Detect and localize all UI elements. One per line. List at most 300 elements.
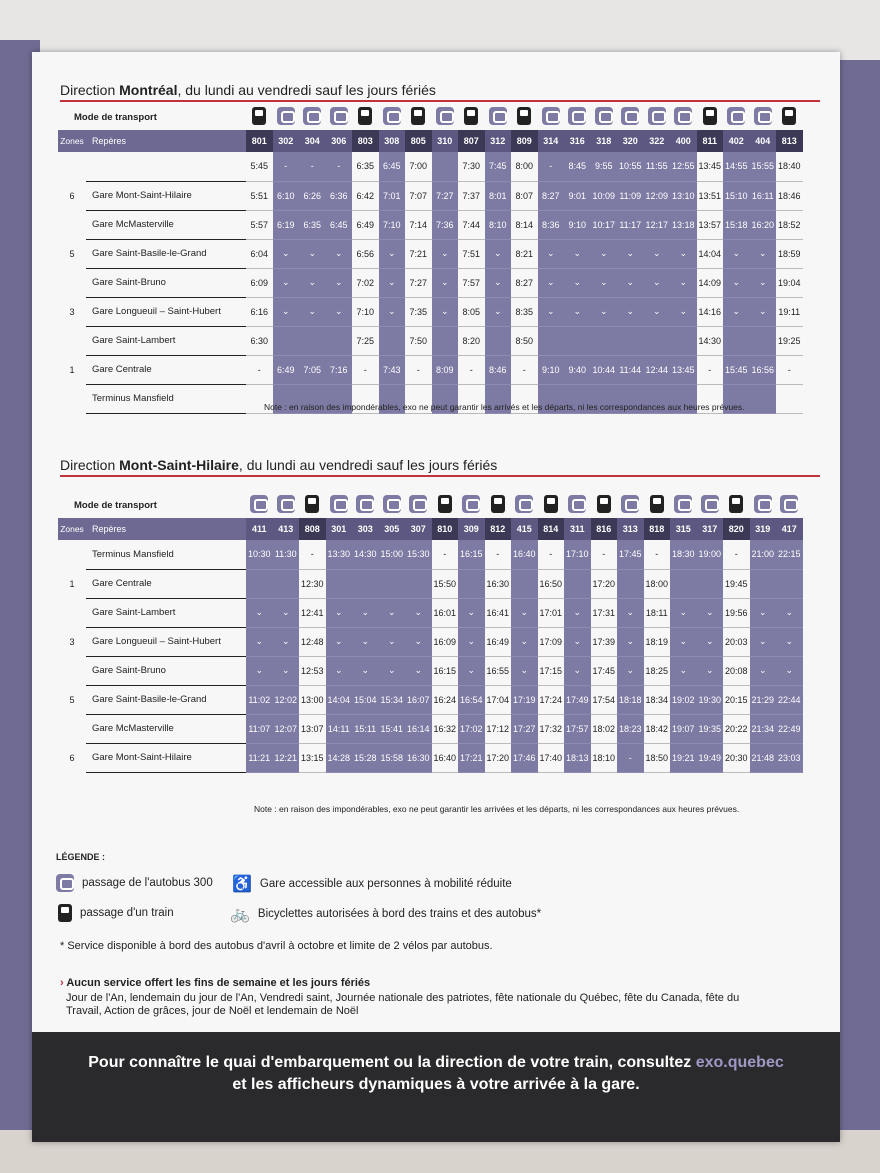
- time-cell: ⌄: [697, 627, 724, 656]
- time-cell: [776, 569, 803, 598]
- time-cell: ⌄: [670, 656, 697, 685]
- column-number: 404: [750, 130, 777, 152]
- mode-cell: [273, 492, 300, 518]
- time-cell: 19:35: [697, 714, 724, 743]
- time-cell: 12:30: [299, 569, 326, 598]
- time-cell: 7:50: [405, 326, 432, 355]
- time-cell: [511, 569, 538, 598]
- time-cell: ⌄: [670, 598, 697, 627]
- table2-title: Direction Mont-Saint-Hilaire, du lundi au vendredi sauf les jours fériés: [60, 457, 820, 477]
- column-number: 813: [776, 130, 803, 152]
- time-cell: [617, 326, 644, 355]
- time-cell: 19:07: [670, 714, 697, 743]
- legend-bike: 🚲 Bicyclettes autorisées à bord des trains et des autobus*: [230, 906, 542, 923]
- time-cell: 8:07: [511, 181, 538, 210]
- mode-cell: [591, 104, 618, 130]
- time-cell: 19:56: [723, 598, 750, 627]
- column-number: 413: [273, 518, 300, 540]
- time-cell: ⌄: [723, 297, 750, 326]
- time-cell: -: [326, 152, 353, 181]
- time-cell: [352, 569, 379, 598]
- bus-icon: [489, 107, 507, 125]
- time-cell: 8:05: [458, 297, 485, 326]
- time-cell: 17:24: [538, 685, 565, 714]
- time-cell: 17:32: [538, 714, 565, 743]
- time-cell: 14:28: [326, 743, 353, 772]
- time-cell: 17:04: [485, 685, 512, 714]
- time-cell: 6:16: [246, 297, 273, 326]
- time-cell: ⌄: [432, 239, 459, 268]
- column-number: 314: [538, 130, 565, 152]
- time-cell: -: [246, 355, 273, 384]
- bus-icon: [674, 107, 692, 125]
- bus-icon: [277, 107, 295, 125]
- time-cell: -: [776, 355, 803, 384]
- time-cell: 7:21: [405, 239, 432, 268]
- column-number: 303: [352, 518, 379, 540]
- column-number: 316: [564, 130, 591, 152]
- column-number: 805: [405, 130, 432, 152]
- time-cell: 16:56: [750, 355, 777, 384]
- table-row: [58, 297, 803, 326]
- time-cell: ⌄: [458, 656, 485, 685]
- time-cell: 7:44: [458, 210, 485, 239]
- time-cell: 7:14: [405, 210, 432, 239]
- time-cell: 7:02: [352, 268, 379, 297]
- mode-cell: [299, 104, 326, 130]
- mode-icons-row: [58, 104, 803, 130]
- zone-cell: [58, 598, 86, 627]
- mode-cell: [697, 492, 724, 518]
- train-icon: [729, 495, 743, 513]
- stop-name: Gare Saint-Basile-le-Grand: [86, 239, 246, 268]
- time-cell: 19:25: [776, 326, 803, 355]
- time-cell: 18:10: [591, 743, 618, 772]
- time-cell: 13:07: [299, 714, 326, 743]
- time-cell: 8:14: [511, 210, 538, 239]
- time-cell: 22:15: [776, 540, 803, 569]
- zone-cell: [58, 210, 86, 239]
- time-cell: 12:48: [299, 627, 326, 656]
- time-cell: 8:50: [511, 326, 538, 355]
- time-cell: 18:13: [564, 743, 591, 772]
- time-cell: [379, 326, 406, 355]
- time-cell: ⌄: [379, 239, 406, 268]
- mode-cell: [670, 104, 697, 130]
- mode-cell: [299, 492, 326, 518]
- time-cell: 5:57: [246, 210, 273, 239]
- time-cell: ⌄: [776, 656, 803, 685]
- time-cell: ⌄: [379, 268, 406, 297]
- time-cell: 10:30: [246, 540, 273, 569]
- time-cell: ⌄: [299, 297, 326, 326]
- train-icon: [650, 495, 664, 513]
- time-cell: -: [299, 152, 326, 181]
- time-cell: 16:49: [485, 627, 512, 656]
- no-service-title: › Aucun service offert les fins de semaine et les jours fériés: [60, 977, 371, 989]
- time-cell: 8:20: [458, 326, 485, 355]
- time-cell: 20:30: [723, 743, 750, 772]
- time-cell: 7:36: [432, 210, 459, 239]
- time-cell: ⌄: [273, 239, 300, 268]
- time-cell: 15:55: [750, 152, 777, 181]
- zone-cell: 1: [69, 364, 75, 375]
- time-cell: [405, 569, 432, 598]
- time-cell: ⌄: [750, 598, 777, 627]
- time-cell: 8:09: [432, 355, 459, 384]
- zone-cell: 5: [69, 248, 75, 259]
- exo-link[interactable]: exo.quebec: [695, 1054, 784, 1071]
- time-cell: ⌄: [617, 297, 644, 326]
- time-cell: 6:49: [352, 210, 379, 239]
- train-icon: [358, 107, 372, 125]
- time-cell: 17:31: [591, 598, 618, 627]
- stop-name: Gare Mont-Saint-Hilaire: [86, 181, 246, 210]
- footer-banner: [32, 1032, 840, 1142]
- column-number: 803: [352, 130, 379, 152]
- time-cell: [564, 569, 591, 598]
- time-cell: 17:12: [485, 714, 512, 743]
- time-cell: 7:27: [432, 181, 459, 210]
- time-cell: 14:04: [697, 239, 724, 268]
- time-cell: 17:21: [458, 743, 485, 772]
- stop-name: Gare Centrale: [86, 569, 246, 598]
- legend-accessible: ♿ Gare accessible aux personnes à mobilité réduite: [232, 876, 512, 893]
- stop-name: Gare Saint-Lambert: [86, 598, 246, 627]
- train-icon: [305, 495, 319, 513]
- train-icon: [438, 495, 452, 513]
- mode-cell: [405, 492, 432, 518]
- time-cell: 15:04: [352, 685, 379, 714]
- table-row: [58, 656, 803, 685]
- time-cell: -: [273, 152, 300, 181]
- time-cell: 17:45: [591, 656, 618, 685]
- time-cell: 18:19: [644, 627, 671, 656]
- time-cell: 11:44: [617, 355, 644, 384]
- table-row: [58, 685, 803, 714]
- no-service-text: Jour de l'An, lendemain du jour de l'An, Vendredi saint, Journée nationale des patriotes, fête nationale du Québec, fête du Canada, fête du Travail, Action de grâces, jour de Noël et lendemain de Noël: [66, 992, 740, 1017]
- time-cell: 8:27: [538, 181, 565, 210]
- time-cell: 12:44: [644, 355, 671, 384]
- stop-name: Gare Saint-Lambert: [86, 326, 246, 355]
- time-cell: ⌄: [246, 656, 273, 685]
- column-number: 810: [432, 518, 459, 540]
- time-cell: 7:07: [405, 181, 432, 210]
- time-cell: 18:34: [644, 685, 671, 714]
- time-cell: ⌄: [670, 239, 697, 268]
- stop-name: Gare Saint-Bruno: [86, 268, 246, 297]
- time-cell: 17:57: [564, 714, 591, 743]
- column-number: 812: [485, 518, 512, 540]
- time-cell: 9:40: [564, 355, 591, 384]
- stop-name: Gare Saint-Basile-le-Grand: [86, 685, 246, 714]
- bus-icon: [462, 495, 480, 513]
- time-cell: ⌄: [538, 297, 565, 326]
- time-cell: 13:15: [299, 743, 326, 772]
- time-cell: ⌄: [273, 627, 300, 656]
- time-cell: 18:46: [776, 181, 803, 210]
- time-cell: -: [485, 540, 512, 569]
- column-number: 811: [697, 130, 724, 152]
- time-cell: 21:00: [750, 540, 777, 569]
- time-cell: ⌄: [326, 268, 353, 297]
- time-cell: 16:09: [432, 627, 459, 656]
- time-cell: ⌄: [379, 598, 406, 627]
- mode-cell: [538, 104, 565, 130]
- time-cell: ⌄: [697, 656, 724, 685]
- legend: [56, 852, 816, 1017]
- bus-icon: [754, 107, 772, 125]
- time-cell: ⌄: [326, 297, 353, 326]
- mode-cell: [591, 492, 618, 518]
- time-cell: 7:00: [405, 152, 432, 181]
- time-cell: 11:55: [644, 152, 671, 181]
- time-cell: ⌄: [273, 598, 300, 627]
- time-cell: 12:02: [273, 685, 300, 714]
- table-row: [58, 239, 803, 268]
- time-cell: ⌄: [511, 627, 538, 656]
- zone-cell: 6: [69, 190, 75, 201]
- zones-header: Zones: [58, 518, 86, 540]
- zone-cell: [58, 326, 86, 355]
- time-cell: [644, 326, 671, 355]
- time-cell: 14:55: [723, 152, 750, 181]
- time-cell: ⌄: [670, 268, 697, 297]
- time-cell: ⌄: [246, 627, 273, 656]
- mode-cell: [246, 492, 273, 518]
- time-cell: 16:50: [538, 569, 565, 598]
- mode-cell: [617, 492, 644, 518]
- time-cell: 10:44: [591, 355, 618, 384]
- legend-bus: passage de l'autobus 300: [56, 874, 213, 892]
- time-cell: 19:45: [723, 569, 750, 598]
- time-cell: [326, 569, 353, 598]
- column-number: 808: [299, 518, 326, 540]
- zones-header: Zones: [58, 130, 86, 152]
- time-cell: 18:00: [644, 569, 671, 598]
- mode-icons-row: [58, 492, 803, 518]
- time-cell: [776, 384, 803, 413]
- column-number: 301: [326, 518, 353, 540]
- time-cell: [273, 569, 300, 598]
- time-cell: ⌄: [538, 268, 565, 297]
- time-cell: 16:24: [432, 685, 459, 714]
- time-cell: ⌄: [326, 239, 353, 268]
- mode-cell: [776, 104, 803, 130]
- time-cell: ⌄: [670, 297, 697, 326]
- table-row: [58, 540, 803, 569]
- time-cell: 6:09: [246, 268, 273, 297]
- time-cell: ⌄: [776, 627, 803, 656]
- time-cell: 18:30: [670, 540, 697, 569]
- bus-icon: [436, 107, 454, 125]
- time-cell: 21:48: [750, 743, 777, 772]
- table-row: [58, 210, 803, 239]
- time-cell: [750, 326, 777, 355]
- mode-cell: [644, 104, 671, 130]
- train-icon: [252, 107, 266, 125]
- stop-name: Gare Mont-Saint-Hilaire: [86, 743, 246, 772]
- time-cell: ⌄: [458, 627, 485, 656]
- time-cell: ⌄: [379, 297, 406, 326]
- time-cell: 13:30: [326, 540, 353, 569]
- footer-line1: Pour connaître le quai d'embarquement ou la direction de votre train, consultez exo.quebec: [88, 1054, 784, 1071]
- bicycle-icon: 🚲: [230, 906, 250, 923]
- time-cell: 17:20: [485, 743, 512, 772]
- time-cell: 15:58: [379, 743, 406, 772]
- time-cell: 7:37: [458, 181, 485, 210]
- time-cell: -: [617, 743, 644, 772]
- time-cell: [458, 569, 485, 598]
- time-cell: ⌄: [299, 239, 326, 268]
- time-cell: 12:09: [644, 181, 671, 210]
- time-cell: ⌄: [564, 239, 591, 268]
- time-cell: 16:40: [511, 540, 538, 569]
- time-cell: 15:45: [723, 355, 750, 384]
- time-cell: 18:52: [776, 210, 803, 239]
- bus-icon: [568, 495, 586, 513]
- time-cell: 13:57: [697, 210, 724, 239]
- zone-cell: [58, 268, 86, 297]
- time-cell: ⌄: [273, 268, 300, 297]
- bus-icon: [356, 495, 374, 513]
- column-number: 801: [246, 130, 273, 152]
- time-cell: 11:09: [617, 181, 644, 210]
- time-cell: 13:00: [299, 685, 326, 714]
- table1-title: Direction Montréal, du lundi au vendredi sauf les jours fériés: [60, 82, 820, 102]
- time-cell: [246, 569, 273, 598]
- stop-name: Gare McMasterville: [86, 714, 246, 743]
- time-cell: ⌄: [617, 627, 644, 656]
- time-cell: 9:55: [591, 152, 618, 181]
- mode-cell: [485, 492, 512, 518]
- column-number: 320: [617, 130, 644, 152]
- time-cell: ⌄: [564, 656, 591, 685]
- stop-name: Terminus Mansfield: [86, 384, 246, 413]
- time-cell: -: [511, 355, 538, 384]
- time-cell: ⌄: [591, 297, 618, 326]
- time-cell: 9:01: [564, 181, 591, 210]
- time-cell: 23:03: [776, 743, 803, 772]
- time-cell: 10:17: [591, 210, 618, 239]
- mode-cell: [246, 104, 273, 130]
- time-cell: 17:39: [591, 627, 618, 656]
- time-cell: [750, 569, 777, 598]
- train-icon: [411, 107, 425, 125]
- time-cell: [564, 326, 591, 355]
- column-number: 809: [511, 130, 538, 152]
- column-number: 417: [776, 518, 803, 540]
- wheelchair-icon: ♿: [232, 876, 252, 893]
- footer-line2: et les afficheurs dynamiques à votre arrivée à la gare.: [232, 1076, 640, 1093]
- column-number: 315: [670, 518, 697, 540]
- time-cell: ⌄: [723, 268, 750, 297]
- time-cell: 6:45: [326, 210, 353, 239]
- mode-cell: [352, 492, 379, 518]
- time-cell: 14:09: [697, 268, 724, 297]
- time-cell: 20:08: [723, 656, 750, 685]
- time-cell: -: [352, 355, 379, 384]
- time-cell: [273, 326, 300, 355]
- time-cell: 8:01: [485, 181, 512, 210]
- time-cell: 11:21: [246, 743, 273, 772]
- time-cell: 17:10: [564, 540, 591, 569]
- bus-icon: [330, 495, 348, 513]
- time-cell: 18:23: [617, 714, 644, 743]
- mode-cell: [697, 104, 724, 130]
- time-cell: ⌄: [697, 598, 724, 627]
- time-cell: -: [458, 355, 485, 384]
- time-cell: 12:53: [299, 656, 326, 685]
- table-row: [58, 714, 803, 743]
- time-cell: 17:15: [538, 656, 565, 685]
- table-row: [58, 598, 803, 627]
- mode-cell: [432, 492, 459, 518]
- bus-icon: [780, 495, 798, 513]
- time-cell: 7:35: [405, 297, 432, 326]
- time-cell: [750, 384, 777, 413]
- time-cell: -: [299, 540, 326, 569]
- header-row: [58, 518, 803, 540]
- time-cell: -: [432, 540, 459, 569]
- arrow-icon: ›: [60, 977, 64, 989]
- stop-name: [86, 152, 246, 181]
- time-cell: 6:04: [246, 239, 273, 268]
- bus-icon: [621, 495, 639, 513]
- time-cell: 11:07: [246, 714, 273, 743]
- time-cell: 7:30: [458, 152, 485, 181]
- time-cell: 15:50: [432, 569, 459, 598]
- time-cell: 17:49: [564, 685, 591, 714]
- mode-cell: [617, 104, 644, 130]
- time-cell: -: [591, 540, 618, 569]
- column-number: 415: [511, 518, 538, 540]
- time-cell: 16:32: [432, 714, 459, 743]
- time-cell: 13:18: [670, 210, 697, 239]
- column-number: 818: [644, 518, 671, 540]
- time-cell: 15:41: [379, 714, 406, 743]
- column-number: 319: [750, 518, 777, 540]
- time-cell: 18:40: [776, 152, 803, 181]
- time-cell: 17:27: [511, 714, 538, 743]
- table-row: [58, 743, 803, 772]
- time-cell: 12:07: [273, 714, 300, 743]
- time-cell: ⌄: [246, 598, 273, 627]
- time-cell: 22:44: [776, 685, 803, 714]
- time-cell: ⌄: [750, 268, 777, 297]
- column-number: 308: [379, 130, 406, 152]
- time-cell: 19:02: [670, 685, 697, 714]
- time-cell: 16:15: [458, 540, 485, 569]
- zone-cell: [58, 540, 86, 569]
- time-cell: ⌄: [617, 239, 644, 268]
- time-cell: ⌄: [299, 268, 326, 297]
- time-cell: 16:30: [405, 743, 432, 772]
- column-number: 304: [299, 130, 326, 152]
- time-cell: ⌄: [352, 627, 379, 656]
- time-cell: 17:09: [538, 627, 565, 656]
- time-cell: [723, 326, 750, 355]
- time-cell: 6:35: [299, 210, 326, 239]
- time-cell: ⌄: [405, 627, 432, 656]
- mode-cell: [750, 104, 777, 130]
- table2-note: Note : en raison des impondérables, exo ne peut garantir les arrivées et les départs, ni les correspondances aux heures prévues.: [254, 804, 740, 814]
- mode-cell: [273, 104, 300, 130]
- time-cell: 7:01: [379, 181, 406, 210]
- bus-icon: [383, 107, 401, 125]
- mode-cell: [432, 104, 459, 130]
- time-cell: 11:17: [617, 210, 644, 239]
